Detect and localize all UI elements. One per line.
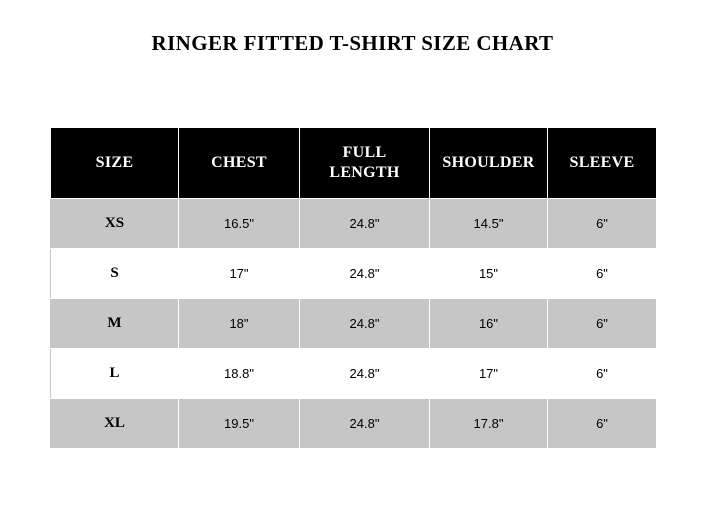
- cell-chest: 17": [179, 249, 300, 299]
- cell-sleeve: 6": [548, 399, 657, 449]
- cell-shoulder: 17": [430, 349, 548, 399]
- cell-shoulder: 17.8": [430, 399, 548, 449]
- column-header-full-length: [300, 128, 430, 199]
- cell-full-length: 24.8": [300, 249, 430, 299]
- cell-shoulder: 15": [430, 249, 548, 299]
- column-header-size: SIZE: [51, 128, 179, 199]
- table-header: [51, 128, 657, 199]
- cell-size: XL: [51, 399, 179, 449]
- table-header-row: [51, 128, 657, 199]
- cell-chest: 18": [179, 299, 300, 349]
- cell-size: S: [51, 249, 179, 299]
- column-header-full-length-line1: FULL: [342, 144, 387, 161]
- cell-sleeve: 6": [548, 349, 657, 399]
- column-header-full-length-line2: LENGTH: [329, 164, 400, 181]
- cell-chest: 16.5": [179, 199, 300, 249]
- cell-full-length: 24.8": [300, 299, 430, 349]
- cell-full-length: 24.8": [300, 199, 430, 249]
- page-title: RINGER FITTED T-SHIRT SIZE CHART: [151, 31, 554, 55]
- table-row: [51, 349, 657, 399]
- table-row: [51, 249, 657, 299]
- cell-size: XS: [51, 199, 179, 249]
- cell-sleeve: 6": [548, 249, 657, 299]
- size-chart-table: [50, 127, 657, 449]
- cell-chest: 18.8": [179, 349, 300, 399]
- table-body: [51, 199, 657, 449]
- cell-size: M: [51, 299, 179, 349]
- column-header-chest: CHEST: [179, 128, 300, 199]
- table-row: [51, 399, 657, 449]
- cell-sleeve: 6": [548, 299, 657, 349]
- table-row: [51, 299, 657, 349]
- size-chart-table-wrapper: [50, 127, 656, 449]
- table-row: [51, 199, 657, 249]
- cell-chest: 19.5": [179, 399, 300, 449]
- cell-shoulder: 14.5": [430, 199, 548, 249]
- cell-shoulder: 16": [430, 299, 548, 349]
- cell-full-length: 24.8": [300, 349, 430, 399]
- cell-full-length: 24.8": [300, 399, 430, 449]
- column-header-sleeve: SLEEVE: [548, 128, 657, 199]
- column-header-shoulder: SHOULDER: [430, 128, 548, 199]
- size-chart-page: [0, 31, 705, 506]
- cell-sleeve: 6": [548, 199, 657, 249]
- cell-size: L: [51, 349, 179, 399]
